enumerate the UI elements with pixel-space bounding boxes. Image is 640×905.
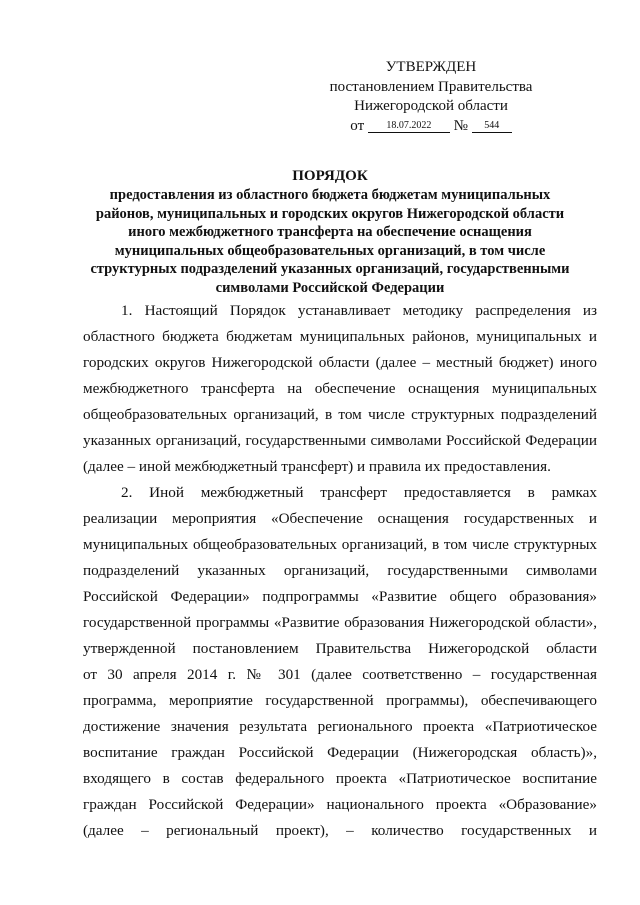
paragraph-2-line: воспитание граждан Российской Федерации (Нижегородская область)», (83, 744, 597, 761)
document-subtitle-line: структурных подразделений указанных организаций, государственными (90, 261, 570, 278)
document-subtitle-line: районов, муниципальных и городских округов Нижегородской области (95, 205, 565, 222)
paragraph-2-line: от 30 апреля 2014 г. № 301 (далее соответственно – государственная (83, 666, 597, 683)
document-subtitle-line: муниципальных общеобразовательных организаций, в том числе (114, 242, 546, 259)
approval-date-line (318, 117, 544, 137)
paragraph-2-line: входящего в состав федерального проекта «Патриотическое воспитание (83, 770, 597, 787)
document-subtitle-line: иного межбюджетного трансферта на обеспечение оснащения (128, 224, 532, 241)
paragraph-1-line: указанных организаций, государственными символами Российской Федерации (83, 432, 597, 449)
paragraph-2-line: утвержденной постановлением Правительства Нижегородской области (83, 640, 597, 657)
paragraph-1-line: городских округов Нижегородской области (далее – местный бюджет) иного (83, 354, 597, 371)
approval-stamp (318, 58, 544, 136)
paragraph-1-line: областного бюджета бюджетам муниципальных районов, муниципальных и (83, 328, 597, 345)
paragraph-2-line: программа, мероприятие государственной программы), обеспечивающего (83, 692, 597, 709)
document-subtitle-line: предоставления из областного бюджета бюджетам муниципальных (109, 187, 551, 203)
document-body (83, 298, 597, 844)
paragraph-2-line: реализации мероприятия «Обеспечение оснащения государственных и (83, 510, 597, 527)
paragraph-1-line: межбюджетного трансферта на обеспечение оснащения муниципальных (83, 380, 597, 397)
paragraph-2-line: подразделений указанных организаций, государственными символами (83, 562, 597, 579)
paragraph-1-line: 1. Настоящий Порядок устанавливает методику распределения из (121, 302, 597, 319)
paragraph-2-line: 2. Иной межбюджетный трансферт предоставляется в рамках (121, 484, 597, 501)
paragraph-2-line: граждан Российской Федерации» национального проекта «Образование» (83, 796, 597, 813)
paragraph-1-line: общеобразовательных организаций, в том числе структурных подразделений (83, 406, 597, 423)
paragraph-1-line: (далее – иной межбюджетный трансферт) и правила их предоставления. (83, 458, 551, 475)
approval-title: УТВЕРЖДЕН (385, 59, 477, 75)
paragraph-2-line: государственной программы «Развитие образования Нижегородской области», (83, 614, 597, 631)
paragraph-2-line: (далее – региональный проект), – количество государственных и (83, 822, 597, 839)
document-title: ПОРЯДОК (292, 168, 368, 184)
approval-number: 544 (472, 120, 512, 133)
approval-date: 18.07.2022 (368, 120, 450, 133)
paragraph-2-line: Российской Федерации» подпрограммы «Развитие общего образования» (83, 588, 597, 605)
document-subtitle-line: символами Российской Федерации (215, 279, 445, 296)
document-heading (80, 166, 580, 298)
paragraph-2-line: достижение значения результата регионального проекта «Патриотическое (83, 718, 597, 735)
approval-line-2: Нижегородской области (354, 98, 508, 114)
approval-date-prefix: от (350, 117, 365, 134)
approval-number-prefix: № (453, 117, 468, 134)
approval-line-1: постановлением Правительства (329, 78, 533, 95)
paragraph-2-line: муниципальных общеобразовательных организаций, в том числе структурных (83, 536, 597, 553)
